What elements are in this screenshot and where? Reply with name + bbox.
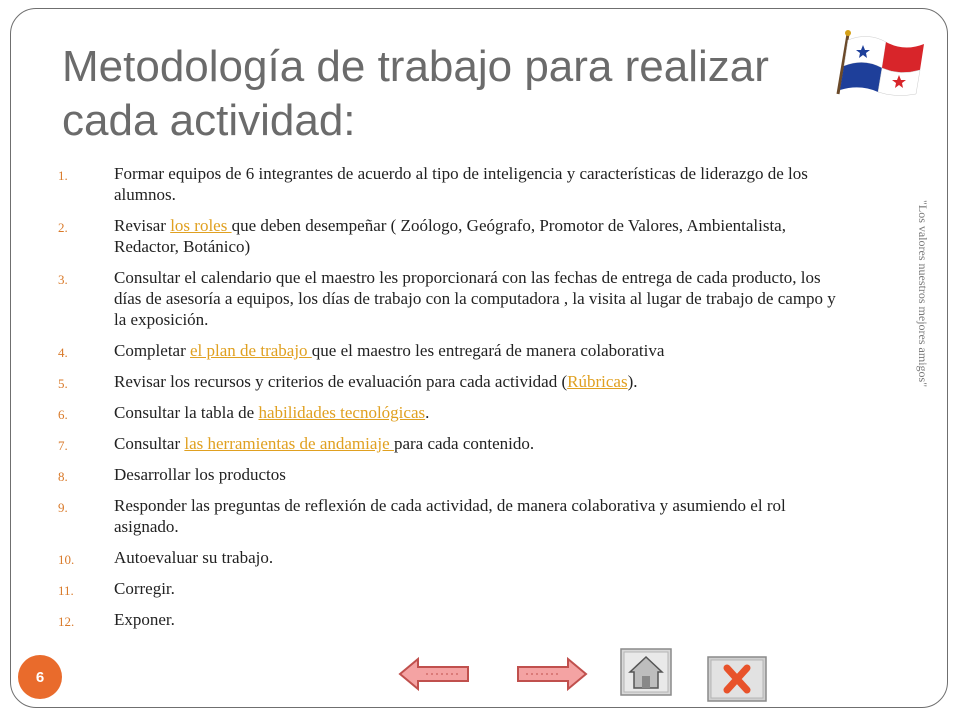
list-item bbox=[58, 163, 838, 205]
list-item bbox=[58, 267, 838, 330]
list-item-text: Completar bbox=[114, 341, 191, 360]
list-item-text: Corregir. bbox=[114, 579, 175, 598]
list-item-text: Desarrollar los productos bbox=[114, 465, 286, 484]
list-item bbox=[58, 547, 838, 568]
list-item-number: 11. bbox=[58, 583, 74, 598]
home-button[interactable] bbox=[620, 648, 672, 696]
list-item-number: 12. bbox=[58, 614, 75, 629]
list-item-number: 2. bbox=[58, 220, 68, 235]
list-item-number: 9. bbox=[58, 500, 68, 515]
list-item-text: Consultar la tabla de bbox=[114, 403, 259, 422]
close-button[interactable] bbox=[707, 656, 767, 702]
list-item-number: 7. bbox=[58, 438, 68, 453]
list-item-text: Responder las preguntas de reflexión de cada actividad, de manera colaborativa y asumiendo el rol asignado. bbox=[114, 496, 786, 536]
side-quote: "Los valores nuestros mejores amigos" bbox=[916, 200, 930, 388]
list-item bbox=[58, 609, 838, 630]
hyperlink[interactable]: las herramientas de andamiaje bbox=[184, 434, 394, 453]
page-number-badge: 6 bbox=[18, 655, 62, 699]
list-item-number: 1. bbox=[58, 168, 68, 183]
panama-flag-icon bbox=[832, 28, 936, 98]
list-item bbox=[58, 495, 838, 537]
list-item-text: ). bbox=[627, 372, 638, 391]
list-item bbox=[58, 433, 838, 454]
list-item bbox=[58, 464, 838, 485]
list-item bbox=[58, 340, 838, 361]
list-item-text: que el maestro les entregará de manera colaborativa bbox=[311, 341, 665, 360]
list-item-text: para cada contenido. bbox=[393, 434, 535, 453]
list-item-text: Revisar bbox=[114, 216, 171, 235]
hyperlink[interactable]: los roles bbox=[170, 216, 232, 235]
list-item-text: Revisar los recursos y criterios de evaluación para cada actividad ( bbox=[114, 372, 568, 391]
list-item-text: que deben desempeñar ( Zoólogo, Geógrafo, Promotor de Valores, Ambientalista, Redactor, Botánico) bbox=[114, 216, 786, 256]
hyperlink[interactable]: el plan de trabajo bbox=[190, 341, 312, 360]
hyperlink[interactable]: habilidades tecnológicas bbox=[258, 403, 426, 422]
back-arrow-button[interactable] bbox=[398, 656, 470, 692]
list-item-text: Formar equipos de 6 integrantes de acuerdo al tipo de inteligencia y características de liderazgo de los alumnos. bbox=[114, 164, 808, 204]
list-item-number: 5. bbox=[58, 376, 68, 391]
list-item-number: 8. bbox=[58, 469, 68, 484]
list-item-number: 4. bbox=[58, 345, 68, 360]
list-item bbox=[58, 402, 838, 423]
list-item-text: Consultar el calendario que el maestro les proporcionará con las fechas de entrega de cada producto, los días de asesoría a equipos, los días de trabajo con la computadora , la visita al lugar de trabajo de campo y la exposición. bbox=[114, 268, 836, 329]
forward-arrow-button[interactable] bbox=[516, 656, 588, 692]
slide-title: Metodología de trabajo para realizar cada actividad: bbox=[62, 42, 769, 145]
activity-list bbox=[58, 163, 838, 640]
list-item bbox=[58, 371, 838, 392]
list-item bbox=[58, 215, 838, 257]
list-item bbox=[58, 578, 838, 599]
list-item-text: Consultar bbox=[114, 434, 185, 453]
list-item-text: Exponer. bbox=[114, 610, 175, 629]
list-item-text: Autoevaluar su trabajo. bbox=[114, 548, 274, 567]
list-item-number: 3. bbox=[58, 272, 68, 287]
list-item-text: . bbox=[425, 403, 430, 422]
list-item-number: 6. bbox=[58, 407, 68, 422]
hyperlink[interactable]: Rúbricas bbox=[567, 372, 628, 391]
list-item-number: 10. bbox=[58, 552, 75, 567]
